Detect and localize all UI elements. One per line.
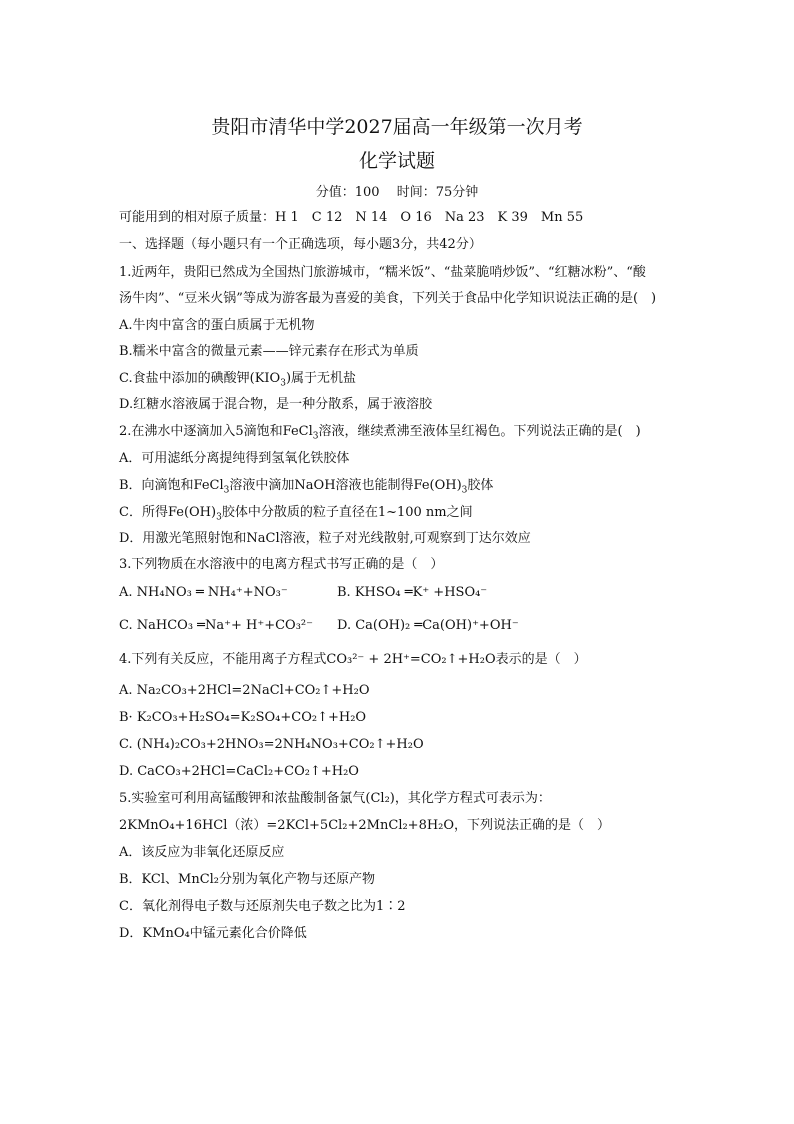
q5-option-d: D．KMnO₄中锰元素化合价降低 xyxy=(119,926,307,941)
q5-option-a: A．该反应为非氧化还原反应 xyxy=(119,845,285,860)
q2-option-c-subscript: 3 xyxy=(216,512,222,523)
q1-option-a: A.牛肉中富含的蛋白质属于无机物 xyxy=(119,318,315,333)
q1-option-b: B.糯米中富含的微量元素——锌元素存在形式为单质 xyxy=(119,344,419,359)
q5-option-b: B．KCl、MnCl₂分别为氧化产物与还原产物 xyxy=(119,872,376,887)
exam-score-time: 分值：100 时间：75分钟 xyxy=(315,185,479,200)
q5-stem-line1: 5.实验室可利用高锰酸钾和浓盐酸制备氯气(Cl₂)，其化学方程式可表示为： xyxy=(119,791,551,806)
q5-stem-line2: 2KMnO₄+16HCl（浓）=2KCl+5Cl₂+2MnCl₂+8H₂O，下列说法正确的是（ ） xyxy=(119,818,611,833)
q2-option-c-text-end: 胶体中分散质的粒子直径在1~100 nm之间 xyxy=(221,505,473,520)
q2-stem xyxy=(119,424,641,440)
q2-option-b-subscript: 3 xyxy=(223,485,230,496)
q5-option-c: C．氧化剂得电子数与还原剂失电子数之比为1∶2 xyxy=(119,899,406,914)
q2-stem-text: 2.在沸水中逐滴加入5滴饱和FeCl xyxy=(119,424,313,439)
q2-option-b-subscript-2: 3 xyxy=(461,485,468,496)
q1-option-d: D.红糖水溶液属于混合物，是一种分散系，属于液溶胶 xyxy=(119,397,433,412)
q1-stem-line2: 汤牛肉”、“豆米火锅”等成为游客最为喜爱的美食，下列关于食品中化学知识说法正确的是( ) xyxy=(119,291,657,306)
q2-option-c-text: C．所得Fe(OH) xyxy=(119,505,217,520)
section-heading: 一、选择题（每小题只有一个正确选项，每小题3分，共42分） xyxy=(119,237,482,252)
atomic-masses: 可能用到的相对原子质量：H 1 C 12 N 14 O 16 Na 23 K 39 Mn 55 xyxy=(119,210,584,225)
q1-stem-line1: 1.近两年，贵阳已然成为全国热门旅游城市，“糯米饭”、“盐菜脆哨炒饭”、“红糖冰粉”、“酸 xyxy=(119,265,646,280)
q4-option-c: C. (NH₄)₂CO₃+2HNO₃=2NH₄NO₃+CO₂↑+H₂O xyxy=(119,737,424,752)
q2-option-b-text-end: 胶体 xyxy=(467,478,494,493)
q3-stem: 3.下列物质在水溶液中的电离方程式书写正确的是（ ） xyxy=(119,557,444,572)
q3-option-a: A. NH₄NO₃ ═ NH₄⁺+NO₃⁻ xyxy=(119,585,288,600)
q4-option-a: A. Na₂CO₃+2HCl=2NaCl+CO₂↑+H₂O xyxy=(119,683,370,698)
q4-stem: 4.下列有关反应，不能用离子方程式CO₃²⁻ + 2H⁺=CO₂↑+H₂O表示的是（ ） xyxy=(119,652,587,667)
q3-option-b: B. KHSO₄ ═K⁺ +HSO₄⁻ xyxy=(337,585,488,600)
q1-option-c-subscript: 3 xyxy=(280,378,286,389)
q1-option-c-text: C.食盐中添加的碘酸钾(KIO xyxy=(119,371,281,386)
q2-stem-subscript: 3 xyxy=(312,431,319,442)
q2-option-b-text-mid: 溶液中滴加NaOH溶液也能制得Fe(OH) xyxy=(229,478,462,493)
q2-option-a: A．可用滤纸分离提纯得到氢氧化铁胶体 xyxy=(119,451,350,466)
q2-option-c xyxy=(119,505,473,521)
q1-option-c-text-end: )属于无机盐 xyxy=(285,371,357,386)
exam-title: 贵阳市清华中学2027届高一年级第一次月考 xyxy=(211,116,583,138)
exam-subject: 化学试题 xyxy=(358,150,435,172)
q2-option-d: D．用激光笔照射饱和NaCl溶液，粒子对光线散射,可观察到丁达尔效应 xyxy=(119,531,531,546)
q3-option-d: D. Ca(OH)₂ ═Ca(OH)⁺+OH⁻ xyxy=(337,618,519,633)
q3-option-c: C. NaHCO₃ ═Na⁺+ H⁺+CO₃²⁻ xyxy=(119,618,313,633)
q4-option-d: D. CaCO₃+2HCl=CaCl₂+CO₂↑+H₂O xyxy=(119,764,359,779)
q2-option-b-text: B．向滴饱和FeCl xyxy=(119,478,224,493)
q2-stem-text-end: 溶液，继续煮沸至液体呈红褐色。下列说法正确的是( ) xyxy=(318,424,641,439)
q4-option-b: B· K₂CO₃+H₂SO₄=K₂SO₄+CO₂↑+H₂O xyxy=(119,710,367,725)
q1-option-c xyxy=(119,371,356,387)
q2-option-b xyxy=(119,478,493,494)
